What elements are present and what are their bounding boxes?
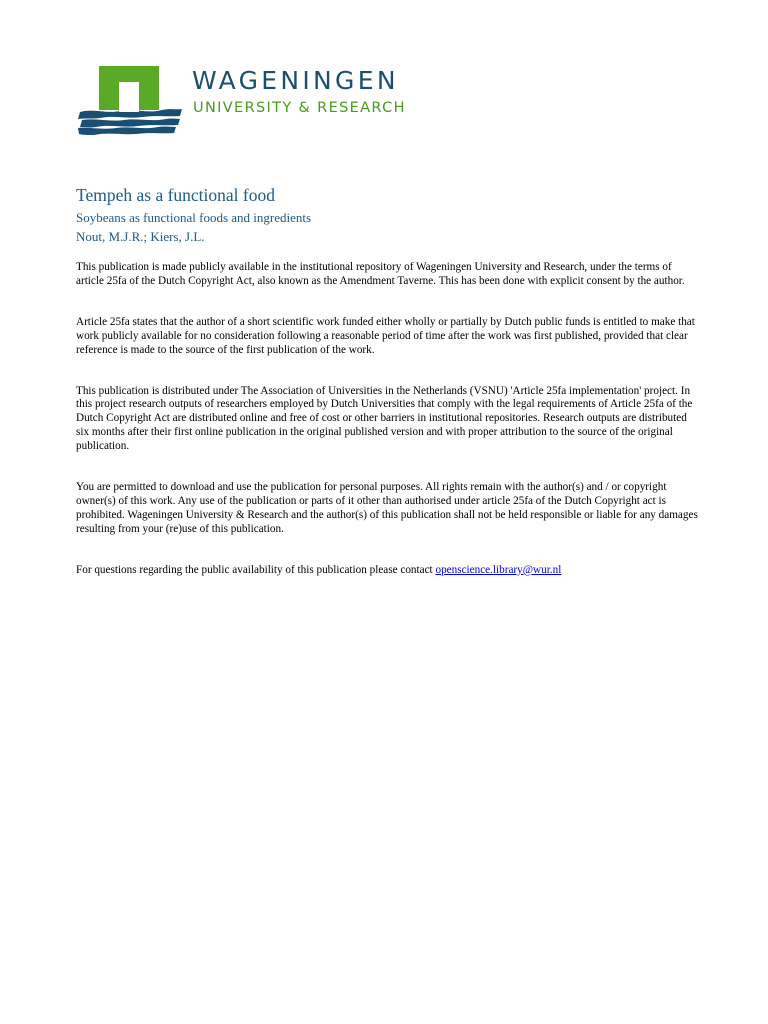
document-authors: Nout, M.J.R.; Kiers, J.L. bbox=[76, 229, 205, 244]
contact-text: For questions regarding the public availability of this publication please contact bbox=[76, 563, 436, 576]
document-subtitle: Soybeans as functional foods and ingredients bbox=[76, 210, 312, 225]
document-title: Tempeh as a functional food bbox=[76, 185, 275, 205]
wur-logo-mark-icon bbox=[76, 64, 184, 136]
document-header bbox=[76, 184, 696, 246]
notice-body bbox=[76, 261, 698, 605]
contact-paragraph bbox=[76, 564, 698, 578]
wur-logo bbox=[76, 64, 476, 136]
contact-email-link[interactable]: openscience.library@wur.nl bbox=[435, 563, 562, 576]
notice-paragraph: This publication is distributed under The Association of Universities in the Netherlands (VSNU) 'Article 25fa implementation' project. In this project research outputs of researchers employed by Dutch Universities that comply with the legal requirements of Article 25fa of the Dutch Copyright Act are distributed online and free of cost or other barriers in institutional repositories. Research outputs are distributed six months after their first online publication in the original published version and with proper attribution to the source of the original publication. bbox=[76, 384, 693, 453]
logo-wordmark-university-research: UNIVERSITY & RESEARCH bbox=[193, 100, 406, 116]
logo-wordmark-wageningen: WAGENINGEN bbox=[192, 66, 399, 95]
notice-paragraph: This publication is made publicly available in the institutional repository of Wageningen University and Research, under the terms of article 25fa of the Dutch Copyright Act, also known as the Amendment Taverne. This has been done with explicit consent by the author. bbox=[76, 261, 685, 287]
notice-paragraph: Article 25fa states that the author of a short scientific work funded either wholly or partially by Dutch public funds is entitled to make that work publicly available for no consideration following a reasonable period of time after the work was first published, provided that clear reference is made to the source of the first publication of the work. bbox=[76, 315, 695, 356]
notice-paragraph: You are permitted to download and use the publication for personal purposes. All rights remain with the author(s) and / or copyright owner(s) of this work. Any use of the publication or parts of it other than authorised under article 25fa of the Dutch Copyright act is prohibited. Wageningen University & Research and the author(s) of this publication shall not be held responsible or liable for any damages resulting from your (re)use of this publication. bbox=[76, 481, 698, 535]
